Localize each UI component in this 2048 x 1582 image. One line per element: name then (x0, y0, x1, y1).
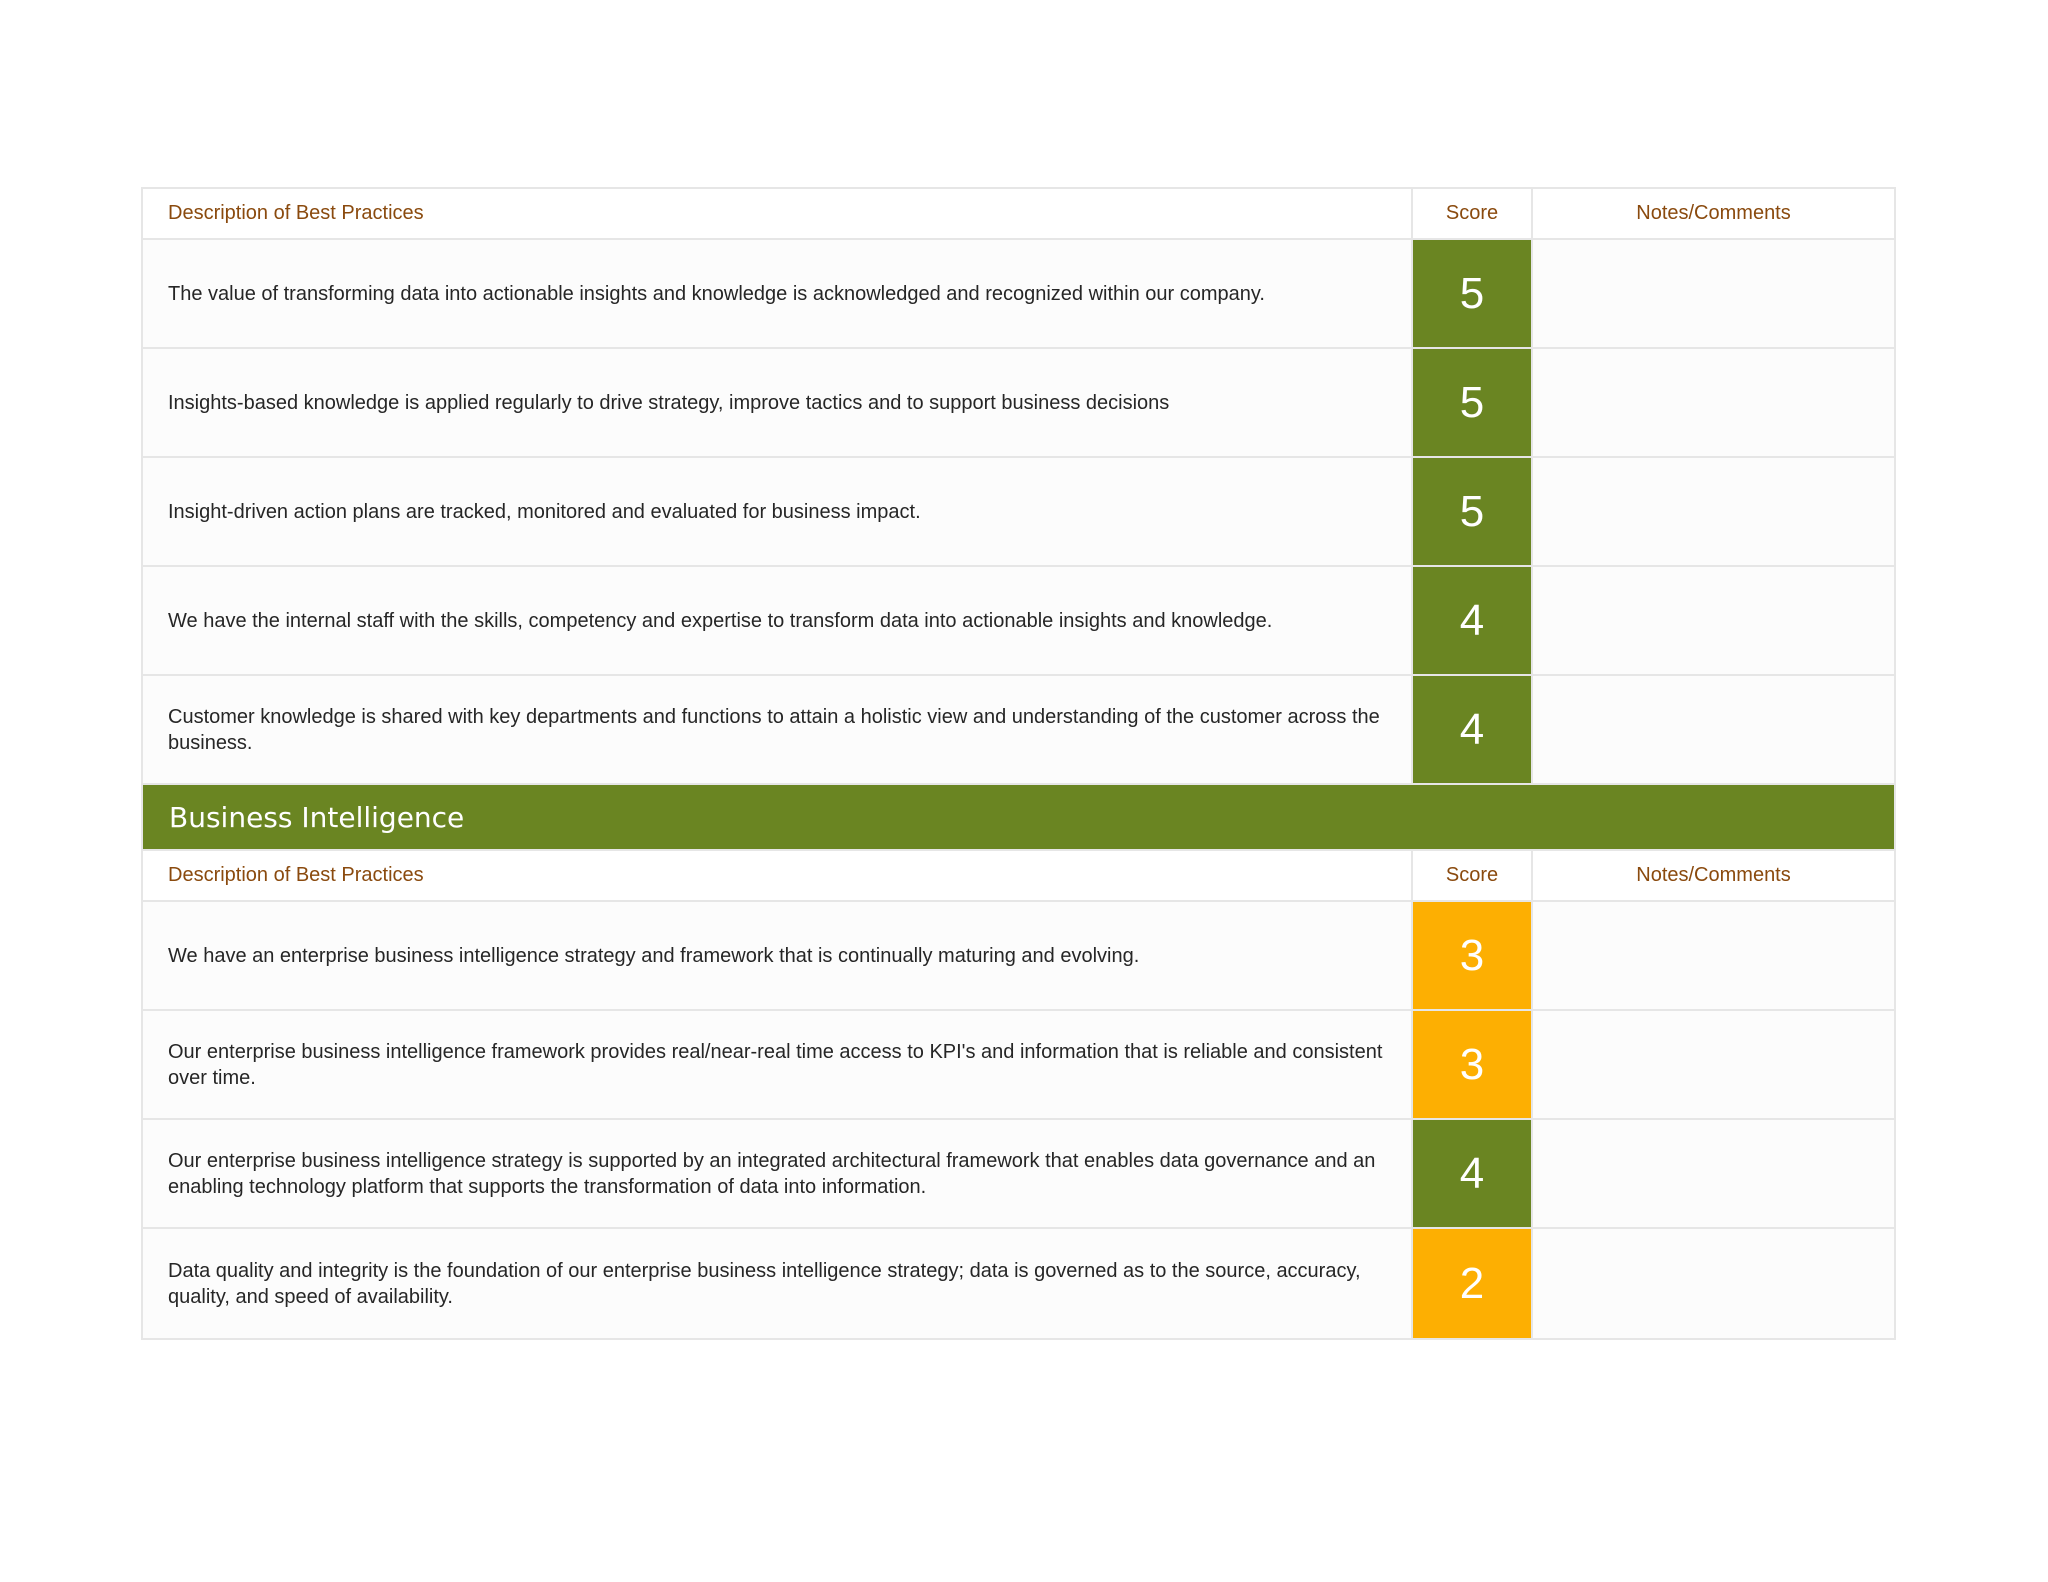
score-cell: 3 (1413, 1011, 1533, 1118)
description-text: We have the internal staff with the skills, competency and expertise to transform data into actionable insights and knowledge. (168, 609, 1273, 632)
description-header: Description of Best Practices (168, 864, 424, 886)
score-cell: 5 (1413, 458, 1533, 565)
notes-header-cell (1533, 851, 1894, 900)
description-text: Data quality and integrity is the foundation of our enterprise business intelligence strategy; data is governed as to the source, accuracy, quality, and speed of availability. (168, 1259, 1361, 1308)
description-text: Customer knowledge is shared with key departments and functions to attain a holistic view and understanding of the customer across the business. (168, 705, 1380, 754)
score-cell: 3 (1413, 902, 1533, 1009)
notes-cell[interactable] (1533, 1011, 1894, 1118)
table-row (143, 1229, 1894, 1338)
section-bar-business-intelligence (143, 785, 1894, 851)
description-header: Description of Best Practices (168, 202, 424, 224)
description-cell (143, 902, 1413, 1009)
table-row (143, 458, 1894, 567)
table-header-row (143, 189, 1894, 240)
description-cell (143, 676, 1413, 783)
score-cell: 4 (1413, 676, 1533, 783)
score-cell: 2 (1413, 1229, 1533, 1338)
score-cell: 5 (1413, 240, 1533, 347)
score-header: Score (1445, 202, 1499, 224)
table-header-row (143, 851, 1894, 902)
notes-cell[interactable] (1533, 567, 1894, 674)
score-cell: 5 (1413, 349, 1533, 456)
description-text: Insight-driven action plans are tracked, monitored and evaluated for business impact. (168, 500, 921, 523)
notes-header: Notes/Comments (1636, 202, 1791, 224)
table-row (143, 349, 1894, 458)
description-text: Our enterprise business intelligence strategy is supported by an integrated architectural framework that enables data governance and an enabling technology platform that supports the transformation of data into information. (168, 1149, 1376, 1198)
score-cell: 4 (1413, 1120, 1533, 1227)
notes-cell[interactable] (1533, 1229, 1894, 1338)
notes-header: Notes/Comments (1636, 864, 1791, 886)
notes-cell[interactable] (1533, 349, 1894, 456)
notes-cell[interactable] (1533, 902, 1894, 1009)
description-cell (143, 458, 1413, 565)
notes-header-cell (1533, 189, 1894, 238)
table-row (143, 676, 1894, 785)
best-practices-table (141, 187, 1896, 1340)
description-cell (143, 349, 1413, 456)
description-cell (143, 1229, 1413, 1338)
notes-cell[interactable] (1533, 240, 1894, 347)
section-title: Business Intelligence (169, 800, 465, 834)
description-cell (143, 1120, 1413, 1227)
score-header-cell (1413, 851, 1533, 900)
description-cell (143, 1011, 1413, 1118)
notes-cell[interactable] (1533, 1120, 1894, 1227)
score-header-cell (1413, 189, 1533, 238)
score-cell: 4 (1413, 567, 1533, 674)
table-row (143, 902, 1894, 1011)
description-text: The value of transforming data into actionable insights and knowledge is acknowledged and recognized within our company. (168, 282, 1265, 305)
table-row (143, 1120, 1894, 1229)
table-row (143, 240, 1894, 349)
description-header-cell (143, 851, 1413, 900)
description-cell (143, 567, 1413, 674)
description-text: Insights-based knowledge is applied regularly to drive strategy, improve tactics and to support business decisions (168, 391, 1170, 414)
table-row (143, 567, 1894, 676)
notes-cell[interactable] (1533, 458, 1894, 565)
description-header-cell (143, 189, 1413, 238)
score-header: Score (1445, 864, 1499, 886)
table-row (143, 1011, 1894, 1120)
description-text: Our enterprise business intelligence framework provides real/near-real time access to KPI's and information that is reliable and consistent over time. (168, 1040, 1383, 1089)
description-cell (143, 240, 1413, 347)
description-text: We have an enterprise business intelligence strategy and framework that is continually maturing and evolving. (168, 944, 1140, 967)
notes-cell[interactable] (1533, 676, 1894, 783)
